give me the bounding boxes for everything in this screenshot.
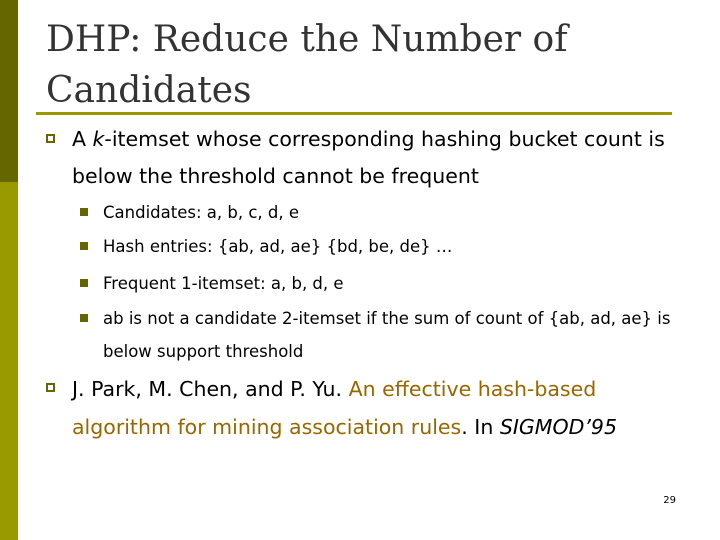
bullet-italic-k: k bbox=[92, 127, 105, 151]
paper-title-link[interactable]: An effective hash-based algorithm for mining association rules bbox=[72, 377, 597, 439]
sub-bullet-text: Hash entries: {ab, ad, ae} {bd, be, de} … bbox=[103, 237, 453, 256]
sub-bullet-text: ab is not a candidate 2-itemset if the sum of count of {ab, ad, ae} is below support threshold bbox=[103, 309, 671, 361]
sub-bullet bbox=[80, 230, 720, 263]
bullet-text: -itemset whose corresponding hashing bucket count is below the threshold cannot be frequent bbox=[72, 127, 665, 188]
filled-square-bullet-icon bbox=[80, 208, 88, 216]
square-bullet-icon bbox=[46, 383, 55, 392]
filled-square-bullet-icon bbox=[80, 242, 88, 250]
sub-bullet bbox=[80, 302, 720, 368]
left-accent-bar-top bbox=[0, 0, 18, 182]
page-number: 29 bbox=[663, 495, 676, 506]
sub-bullet bbox=[80, 196, 720, 229]
main-bullet bbox=[46, 121, 686, 195]
left-accent-bar-bottom bbox=[0, 182, 18, 540]
reference-middle: . In bbox=[461, 415, 500, 439]
square-bullet-icon bbox=[46, 134, 55, 143]
filled-square-bullet-icon bbox=[80, 279, 88, 287]
reference-authors: J. Park, M. Chen, and P. Yu. bbox=[72, 377, 349, 401]
slide-title: DHP: Reduce the Number of Candidates bbox=[46, 19, 568, 111]
reference-venue: SIGMOD’95 bbox=[499, 415, 617, 439]
reference-bullet bbox=[46, 370, 686, 446]
sub-bullet-text: Candidates: a, b, c, d, e bbox=[103, 203, 299, 222]
sub-bullet bbox=[80, 267, 720, 300]
filled-square-bullet-icon bbox=[80, 314, 88, 322]
title-divider bbox=[36, 112, 672, 115]
bullet-prefix: A bbox=[72, 127, 93, 151]
sub-bullet-text: Frequent 1-itemset: a, b, d, e bbox=[103, 274, 344, 293]
